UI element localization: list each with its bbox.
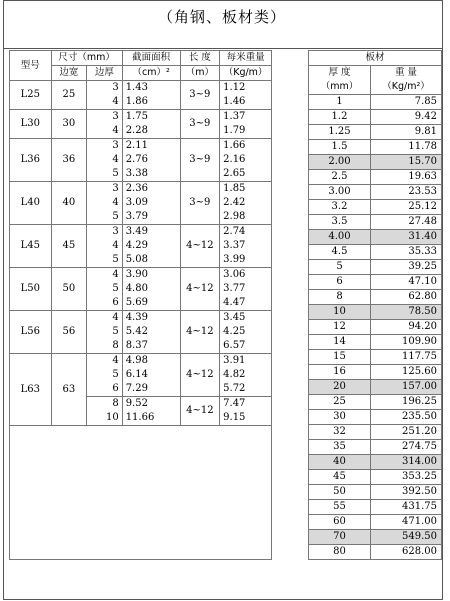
plate-thickness-cell: 80 bbox=[309, 545, 371, 560]
plate-thickness-cell: 6 bbox=[309, 275, 371, 290]
angle-row bbox=[10, 182, 272, 225]
area-cell-value: 5.08 bbox=[125, 254, 148, 265]
area-cell bbox=[122, 225, 180, 268]
weight-cell-value: 3.77 bbox=[223, 283, 246, 294]
plate-thickness-cell: 4.00 bbox=[309, 230, 371, 245]
plate-row bbox=[309, 110, 442, 125]
plate-weight-cell: 628.00 bbox=[371, 545, 442, 560]
area-cell-value: 1.86 bbox=[125, 96, 148, 107]
col-size: 尺寸（mm） bbox=[51, 51, 122, 66]
plate-row bbox=[309, 185, 442, 200]
plate-thickness-cell: 2.5 bbox=[309, 170, 371, 185]
area-cell bbox=[122, 110, 180, 139]
weight-cell-value: 4.82 bbox=[223, 369, 246, 380]
plate-thickness-cell: 3.00 bbox=[309, 185, 371, 200]
plate-row bbox=[309, 410, 442, 425]
area-cell bbox=[122, 268, 180, 311]
length-cell: 4~12 bbox=[180, 311, 220, 354]
thickness-cell bbox=[87, 311, 123, 354]
plate-row bbox=[309, 275, 442, 290]
weight-cell-value: 3.45 bbox=[223, 312, 246, 323]
title-divider bbox=[3, 48, 443, 49]
plate-row bbox=[309, 395, 442, 410]
thickness-cell bbox=[87, 139, 123, 182]
weight-cell bbox=[220, 182, 272, 225]
area-cell bbox=[122, 182, 180, 225]
plate-weight-cell: 157.00 bbox=[371, 380, 442, 395]
plate-weight-cell: 109.90 bbox=[371, 335, 442, 350]
weight-cell-value: 1.37 bbox=[223, 111, 246, 122]
weight-cell bbox=[220, 311, 272, 354]
col-plate-thickness bbox=[309, 66, 371, 95]
plate-thickness-cell: 55 bbox=[309, 500, 371, 515]
thickness-cell bbox=[87, 81, 123, 110]
weight-cell-value: 2.16 bbox=[223, 154, 246, 165]
plate-weight-cell: 314.00 bbox=[371, 455, 442, 470]
plate-weight-cell: 35.33 bbox=[371, 245, 442, 260]
thickness-cell-value: 5 bbox=[112, 369, 119, 380]
area-cell bbox=[122, 354, 180, 397]
weight-cell-value: 3.06 bbox=[223, 269, 246, 280]
area-cell-value: 1.43 bbox=[125, 82, 148, 93]
thickness-cell-value: 4 bbox=[112, 197, 119, 208]
plate-row bbox=[309, 125, 442, 140]
weight-cell-value: 4.25 bbox=[223, 326, 246, 337]
plate-weight-cell: 19.63 bbox=[371, 170, 442, 185]
plate-thickness-cell: 70 bbox=[309, 530, 371, 545]
plate-row bbox=[309, 320, 442, 335]
plate-weight-cell: 31.40 bbox=[371, 230, 442, 245]
thickness-cell-value: 5 bbox=[112, 254, 119, 265]
width-cell: 25 bbox=[51, 81, 87, 110]
plate-thickness-cell: 2.00 bbox=[309, 155, 371, 170]
weight-cell bbox=[220, 110, 272, 139]
thickness-cell-value: 5 bbox=[112, 168, 119, 179]
col-area-unit: （cm）² bbox=[122, 66, 180, 81]
plate-weight-cell: 549.50 bbox=[371, 530, 442, 545]
weight-cell bbox=[220, 225, 272, 268]
thickness-cell-value: 5 bbox=[112, 211, 119, 222]
plate-row bbox=[309, 290, 442, 305]
model-cell: L63 bbox=[10, 354, 52, 426]
col-plate-weight bbox=[371, 66, 442, 95]
plate-thickness-cell: 3.2 bbox=[309, 200, 371, 215]
plate-row bbox=[309, 440, 442, 455]
plate-header-row bbox=[309, 51, 442, 66]
angle-row bbox=[10, 311, 272, 354]
plate-row bbox=[309, 245, 442, 260]
width-cell: 30 bbox=[51, 110, 87, 139]
col-model: 型号 bbox=[10, 51, 52, 81]
length-cell: 3~9 bbox=[180, 110, 220, 139]
col-length-unit: （m） bbox=[180, 66, 220, 81]
weight-cell-value: 1.66 bbox=[223, 140, 246, 151]
plate-row bbox=[309, 530, 442, 545]
weight-cell-value: 7.47 bbox=[223, 398, 246, 409]
thickness-cell bbox=[87, 397, 123, 426]
area-cell-value: 2.76 bbox=[125, 154, 148, 165]
weight-cell-value: 2.98 bbox=[223, 211, 246, 222]
width-cell: 63 bbox=[51, 354, 87, 426]
model-cell: L40 bbox=[10, 182, 52, 225]
thickness-cell-value: 3 bbox=[112, 226, 119, 237]
weight-cell bbox=[220, 354, 272, 397]
plate-weight-cell: 27.48 bbox=[371, 215, 442, 230]
weight-cell-value: 3.99 bbox=[223, 254, 246, 265]
plate-weight-cell: 117.75 bbox=[371, 350, 442, 365]
weight-cell-value: 1.46 bbox=[223, 96, 246, 107]
plate-row bbox=[309, 170, 442, 185]
weight-cell-value: 1.85 bbox=[223, 183, 246, 194]
thickness-cell-value: 6 bbox=[112, 297, 119, 308]
weight-cell-value: 5.72 bbox=[223, 383, 246, 394]
weight-cell-value: 2.65 bbox=[223, 168, 246, 179]
plate-weight-cell: 7.85 bbox=[371, 95, 442, 110]
plate-weight-cell: 392.50 bbox=[371, 485, 442, 500]
plate-row bbox=[309, 365, 442, 380]
thickness-cell-value: 4 bbox=[112, 96, 119, 107]
plate-row bbox=[309, 215, 442, 230]
plate-thickness-cell: 32 bbox=[309, 425, 371, 440]
thickness-cell-value: 8 bbox=[112, 340, 119, 351]
area-cell-value: 9.52 bbox=[125, 398, 148, 409]
plate-thickness-cell: 25 bbox=[309, 395, 371, 410]
area-cell-value: 8.37 bbox=[125, 340, 148, 351]
length-cell: 4~12 bbox=[180, 397, 220, 426]
thickness-cell-value: 5 bbox=[112, 326, 119, 337]
col-length: 长 度 bbox=[180, 51, 220, 66]
plate-weight-cell: 78.50 bbox=[371, 305, 442, 320]
thickness-cell bbox=[87, 182, 123, 225]
thickness-cell-value: 4 bbox=[112, 355, 119, 366]
area-cell-value: 11.66 bbox=[125, 412, 155, 423]
area-cell-value: 2.28 bbox=[125, 125, 148, 136]
area-cell-value: 5.42 bbox=[125, 326, 148, 337]
plate-weight-unit: （Kg/m²） bbox=[382, 81, 430, 92]
plate-row bbox=[309, 200, 442, 215]
area-cell-value: 7.29 bbox=[125, 383, 148, 394]
angle-row bbox=[10, 225, 272, 268]
plate-weight-cell: 431.75 bbox=[371, 500, 442, 515]
thickness-cell-value: 4 bbox=[112, 154, 119, 165]
angle-row bbox=[10, 354, 272, 397]
model-cell: L45 bbox=[10, 225, 52, 268]
plate-weight-cell: 9.42 bbox=[371, 110, 442, 125]
thickness-cell-value: 4 bbox=[112, 312, 119, 323]
plate-row bbox=[309, 95, 442, 110]
area-cell-value: 4.80 bbox=[125, 283, 148, 294]
weight-cell bbox=[220, 397, 272, 426]
plate-weight-cell: 125.60 bbox=[371, 365, 442, 380]
area-cell-value: 3.09 bbox=[125, 197, 148, 208]
plate-weight-cell: 251.20 bbox=[371, 425, 442, 440]
weight-cell-value: 2.42 bbox=[223, 197, 246, 208]
plate-row bbox=[309, 455, 442, 470]
weight-cell-value: 6.57 bbox=[223, 340, 246, 351]
width-cell: 56 bbox=[51, 311, 87, 354]
model-cell: L56 bbox=[10, 311, 52, 354]
thickness-cell bbox=[87, 110, 123, 139]
angle-table-empty-area bbox=[9, 426, 272, 560]
weight-cell-value: 1.12 bbox=[223, 82, 246, 93]
plate-thickness-cell: 8 bbox=[309, 290, 371, 305]
col-weight-unit: （Kg/m） bbox=[220, 66, 272, 81]
model-cell: L50 bbox=[10, 268, 52, 311]
plate-row bbox=[309, 335, 442, 350]
area-cell-value: 2.11 bbox=[125, 140, 148, 151]
plate-thickness-cell: 10 bbox=[309, 305, 371, 320]
plate-thickness-cell: 4.5 bbox=[309, 245, 371, 260]
plate-row bbox=[309, 470, 442, 485]
plate-weight-cell: 25.12 bbox=[371, 200, 442, 215]
thickness-cell-value: 4 bbox=[112, 269, 119, 280]
area-cell-value: 5.69 bbox=[125, 297, 148, 308]
plate-weight-cell: 235.50 bbox=[371, 410, 442, 425]
area-cell-value: 3.79 bbox=[125, 211, 148, 222]
plate-row bbox=[309, 140, 442, 155]
plate-thickness-cell: 5 bbox=[309, 260, 371, 275]
plate-row bbox=[309, 350, 442, 365]
plate-thickness-cell: 3.5 bbox=[309, 215, 371, 230]
area-cell-value: 3.90 bbox=[125, 269, 148, 280]
area-cell-value: 6.14 bbox=[125, 369, 148, 380]
plate-thickness-cell: 1.25 bbox=[309, 125, 371, 140]
plate-weight-cell: 196.25 bbox=[371, 395, 442, 410]
plate-subheader-row bbox=[309, 66, 442, 95]
plate-weight-cell: 62.80 bbox=[371, 290, 442, 305]
width-cell: 36 bbox=[51, 139, 87, 182]
area-cell-value: 3.49 bbox=[125, 226, 148, 237]
thickness-cell bbox=[87, 225, 123, 268]
thickness-cell-value: 5 bbox=[112, 283, 119, 294]
thickness-cell-value: 3 bbox=[112, 82, 119, 93]
thickness-cell-value: 4 bbox=[112, 125, 119, 136]
weight-cell-value: 1.79 bbox=[223, 125, 246, 136]
plate-weight-cell: 353.25 bbox=[371, 470, 442, 485]
col-weight: 每米重量 bbox=[220, 51, 272, 66]
plate-row bbox=[309, 155, 442, 170]
plate-table bbox=[308, 50, 442, 560]
width-cell: 45 bbox=[51, 225, 87, 268]
thickness-cell-value: 3 bbox=[112, 183, 119, 194]
plate-thickness-unit: （mm） bbox=[320, 81, 359, 92]
plate-row bbox=[309, 500, 442, 515]
weight-cell-value: 9.15 bbox=[223, 412, 246, 423]
plate-thickness-cell: 1.5 bbox=[309, 140, 371, 155]
weight-cell-value: 2.74 bbox=[223, 226, 246, 237]
weight-cell-value: 3.37 bbox=[223, 240, 246, 251]
plate-row bbox=[309, 380, 442, 395]
model-cell: L36 bbox=[10, 139, 52, 182]
area-cell-value: 4.98 bbox=[125, 355, 148, 366]
plate-weight-cell: 94.20 bbox=[371, 320, 442, 335]
plate-thickness-cell: 40 bbox=[309, 455, 371, 470]
plate-row bbox=[309, 515, 442, 530]
weight-cell bbox=[220, 81, 272, 110]
plate-thickness-cell: 12 bbox=[309, 320, 371, 335]
plate-row bbox=[309, 485, 442, 500]
plate-weight-cell: 471.00 bbox=[371, 515, 442, 530]
length-cell: 3~9 bbox=[180, 182, 220, 225]
area-cell bbox=[122, 397, 180, 426]
plate-row bbox=[309, 230, 442, 245]
thickness-cell bbox=[87, 268, 123, 311]
col-area: 截面面积 bbox=[122, 51, 180, 66]
plate-thickness-cell: 15 bbox=[309, 350, 371, 365]
weight-cell-value: 4.47 bbox=[223, 297, 246, 308]
thickness-cell-value: 4 bbox=[112, 240, 119, 251]
plate-thickness-label: 厚 度 bbox=[328, 67, 351, 78]
plate-weight-cell: 15.70 bbox=[371, 155, 442, 170]
plate-weight-cell: 274.75 bbox=[371, 440, 442, 455]
angle-steel-table bbox=[9, 50, 272, 426]
plate-thickness-cell: 35 bbox=[309, 440, 371, 455]
thickness-cell-value: 6 bbox=[112, 383, 119, 394]
plate-weight-cell: 47.10 bbox=[371, 275, 442, 290]
length-cell: 3~9 bbox=[180, 81, 220, 110]
plate-thickness-cell: 1 bbox=[309, 95, 371, 110]
plate-thickness-cell: 30 bbox=[309, 410, 371, 425]
area-cell-value: 4.29 bbox=[125, 240, 148, 251]
weight-cell bbox=[220, 139, 272, 182]
plate-thickness-cell: 16 bbox=[309, 365, 371, 380]
area-cell-value: 2.36 bbox=[125, 183, 148, 194]
plate-thickness-cell: 1.2 bbox=[309, 110, 371, 125]
area-cell-value: 1.75 bbox=[125, 111, 148, 122]
area-cell bbox=[122, 311, 180, 354]
area-cell bbox=[122, 139, 180, 182]
length-cell: 4~12 bbox=[180, 225, 220, 268]
model-cell: L30 bbox=[10, 110, 52, 139]
angle-row bbox=[10, 81, 272, 110]
plate-title: 板材 bbox=[309, 51, 442, 66]
plate-row bbox=[309, 260, 442, 275]
plate-row bbox=[309, 305, 442, 320]
length-cell: 3~9 bbox=[180, 139, 220, 182]
plate-weight-cell: 23.53 bbox=[371, 185, 442, 200]
width-cell: 50 bbox=[51, 268, 87, 311]
angle-row bbox=[10, 268, 272, 311]
thickness-cell-value: 8 bbox=[112, 398, 119, 409]
thickness-cell-value: 10 bbox=[105, 412, 119, 423]
angle-row bbox=[10, 139, 272, 182]
thickness-cell-value: 3 bbox=[112, 140, 119, 151]
area-cell bbox=[122, 81, 180, 110]
weight-cell bbox=[220, 268, 272, 311]
plate-row bbox=[309, 425, 442, 440]
angle-header-row bbox=[10, 51, 272, 66]
plate-weight-label: 重 量 bbox=[394, 67, 418, 78]
plate-thickness-cell: 20 bbox=[309, 380, 371, 395]
plate-thickness-cell: 45 bbox=[309, 470, 371, 485]
width-cell: 40 bbox=[51, 182, 87, 225]
plate-weight-cell: 39.25 bbox=[371, 260, 442, 275]
length-cell: 4~12 bbox=[180, 268, 220, 311]
plate-weight-cell: 11.78 bbox=[371, 140, 442, 155]
plate-thickness-cell: 14 bbox=[309, 335, 371, 350]
col-thickness: 边厚 bbox=[87, 66, 123, 81]
model-cell: L25 bbox=[10, 81, 52, 110]
length-cell: 4~12 bbox=[180, 354, 220, 397]
plate-row bbox=[309, 545, 442, 560]
plate-thickness-cell: 60 bbox=[309, 515, 371, 530]
angle-row bbox=[10, 110, 272, 139]
thickness-cell bbox=[87, 354, 123, 397]
plate-weight-cell: 9.81 bbox=[371, 125, 442, 140]
area-cell-value: 3.38 bbox=[125, 168, 148, 179]
thickness-cell-value: 3 bbox=[112, 111, 119, 122]
area-cell-value: 4.39 bbox=[125, 312, 148, 323]
weight-cell-value: 3.91 bbox=[223, 355, 246, 366]
plate-thickness-cell: 50 bbox=[309, 485, 371, 500]
page-title: （角钢、板材类） bbox=[157, 8, 286, 26]
col-width: 边宽 bbox=[51, 66, 87, 81]
